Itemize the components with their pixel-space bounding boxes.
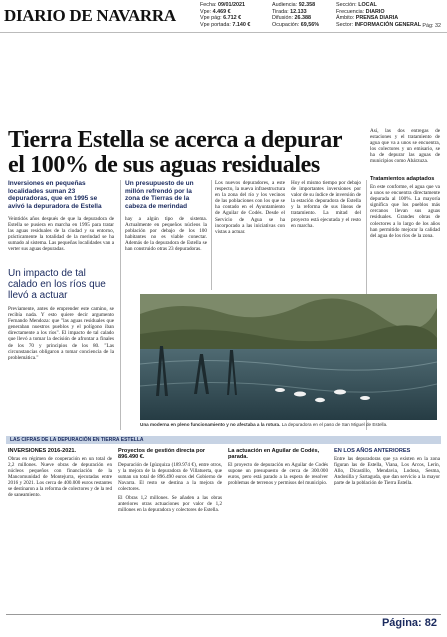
page-number: Página: 82 [381, 617, 437, 629]
pull-quote: Un impacto de tal calado en los ríos que llevó a actuar [8, 268, 106, 301]
metadata-column-2 [272, 2, 319, 28]
meta-row: Ocupación: 69,56% [272, 21, 320, 28]
photo-caption [140, 422, 437, 427]
newspaper-logo: DIARIO DE NAVARRA [4, 6, 176, 25]
col1-body: Veintidós años después de que la depuradora de Estella se pusiera en marcha en 1995 para tratar las aguas residuales de la ciudad y su entorno, prácticamente la totalidad de la merindad se ha sumado al sistema. Las pequeñas localidades van a verter sus aguas depuradas. [8, 216, 114, 253]
column-rule [211, 180, 212, 290]
col2-body-b: hay a algún tipo de sistema. Actualmente en pequeños núcleos la población por debajo de los 100 habitantes no es viable conectar. Además de la depuradora de Estella se han construido otras 23 depuradoras. [125, 216, 207, 253]
caption-bold: Una moderna en pleno funcionamiento y no afectaba a la rotura. [140, 422, 281, 427]
article-photo [140, 294, 437, 420]
footer-rule [6, 614, 441, 615]
col4-body-2: En este conforme, el agua que va a unos se encuentra directamente depurada al 100%. La mayoría significa que los pueblos más cercanos llevan sus aguas residuales. Grandes obras de colectores a lo largo de los años han permitido mejorar la calidad del agua de los ríos de la zona. [370, 184, 440, 239]
box-column-2 [118, 448, 222, 513]
headline-line-1: Tierra Estella se acerca a depurar [8, 127, 343, 153]
box-heading-1: INVERSIONES 2016-2021. [8, 448, 77, 454]
box-column-4 [334, 448, 440, 486]
lead-left: Inversiones en pequeñas localidades suman 23 depuradoras, que en 1995 se avivó la depuradora de Estella [8, 180, 102, 210]
photo-illustration [140, 294, 437, 420]
meta-row: Difusión: 26.388 [272, 15, 311, 22]
box-heading-3: La actuación en Aguilar de Codés, parada. [228, 448, 320, 460]
headline-line-2: el 100% de sus aguas residuales [8, 152, 320, 178]
lead-mid: Un presupuesto de un millón refrendó por la zona de Tierras de la cabeza de merindad [125, 180, 194, 210]
col1-body-2: Previamente, antes de emprender este camino, se recibía nada. Y esto quiere decir argumento Fernando Mendoza: que "las aguas residuales que generaban nuestros pueblos y el polígono iban directamente a los ríos". El impacto de tal calado que llevó a tomar la decisión de afrontar a finales de los 70 y principios de los 80. "Las circunstancias obligaron a tomar conciencia de la problemática." [8, 306, 114, 361]
box-text-3: El proyecto de depuración en Aguilar de Codés supone un presupuesto de cerca de 300.000 euros, pero está parado a la espera de resolver problemas de terrenos y permisos del municipio. [228, 462, 328, 486]
meta-row: Frecuencia: DIARIO [336, 8, 385, 15]
box-text-1: Obras en régimen de cooperación en un total de 2,2 millones. Nueve obras de depuración en núcleos pequeños con financiación de la Mancomunidad de Montejurra, ejecutadas entre 2016 y 2021. Los cerca de 400.000 euros restantes se destinaron a la reforma de colectores y de la red de saneamiento. [8, 456, 112, 498]
column-rule [120, 180, 121, 430]
box-column-1 [8, 448, 112, 498]
meta-row: Fecha: 09/01/2021 [200, 2, 245, 8]
meta-row: Vpe portada: 7.140 € [200, 21, 251, 28]
subheading-tratamientos: Tratamientos adaptados [370, 176, 435, 182]
box-text-2b: El Obras 1,2 millones. Se añaden a las obras anteriores otras actuaciones por valor de 1,2 millones en la depuradora y colectores de Estella. [118, 495, 222, 513]
meta-row: Audiencia: 92.358 [272, 2, 316, 8]
box-text-2: Depuración de Igúzquiza (189.974 €), entre otros, y la mejora de la depuradora de Villatuerta, que suman un total de 896.490 euros del Gobierno de Navarra. El resto se destina a la mejora de colectores. [118, 462, 222, 492]
metadata-column-1 [200, 2, 250, 28]
meta-row: Tirada: 12.133 [272, 8, 307, 15]
metadata-column-3 [336, 2, 421, 28]
meta-row: Sector: INFORMACIÓN GENERAL [336, 21, 422, 28]
col4-body: Así, las dos entregas de estaciones y el tratamiento de agua que va a unos se encuentra, los colectores y un emisario, se ha de depurar las aguas de municipios como Abárzuza. [370, 128, 440, 165]
box-column-3 [228, 448, 328, 486]
box-heading-4: EN LOS AÑOS ANTERIORES [334, 448, 411, 454]
meta-row: Sección: LOCAL [336, 2, 377, 8]
col2-body: Los nuevos depuradores, a este respecto, la nueva infraestructura en la zona del río y los vecinos de las poblaciones con los que se ha contado en el Ayuntamiento de Aguilar de Codés. Desde el Servicio de Agua se ha incorporado a las iniciativas con vistas a actuar. [215, 180, 285, 235]
meta-row: Vpe pág: 6.712 € [200, 15, 242, 22]
page-number-small: Pág: 32 [422, 23, 441, 29]
box-heading-2: Proyectos de gestión directa por 896.490 €. [118, 448, 206, 460]
meta-row: Ámbito: PRENSA DIARIA [336, 15, 399, 22]
box-text-4: Entre las depuradoras que ya existen en la zona figuran las de Estella, Viana, Los Arcos, Lerín, Allo, Dicastillo, Mendavia, Lodosa, Sesma, Andosilla y Sartaguda, que dan servicio a la mayor parte de la población de Tierra Estella. [334, 456, 440, 486]
meta-row: Vpe: 4.469 € [200, 8, 231, 15]
col3-body: Hoy el mismo tiempo por debajo de importantes inversiones por valor de su índice de inversión de la estación depuradora de Estella y la reforma de sus líneas de tratamiento. La mitad del proyecto está ejecutada y el resto en marcha. [291, 180, 361, 229]
caption-text: La depuradora en el paso de San Miguel de Estella. [281, 422, 388, 427]
masthead [0, 0, 447, 33]
box-title-bar: LAS CIFRAS DE LA DEPURACIÓN EN TIERRA ESTELLA [6, 436, 441, 444]
